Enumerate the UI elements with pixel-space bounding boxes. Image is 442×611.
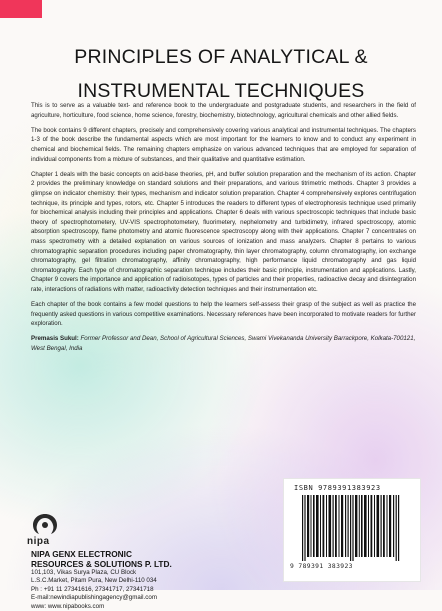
title-line-1: PRINCIPLES OF ANALYTICAL & [74,46,368,68]
publisher-email: E-mail:newindiapublishingagency@gmail.com [31,594,157,602]
barcode-bars [302,495,402,561]
blurb [31,101,416,354]
author-affiliation: Former Professor and Dean, School of Agricultural Sciences, Swami Vivekananda University Barrackpore, Kolkata-700121, West Bengal, India [31,335,416,353]
publisher-address-1: 101,103, Vikas Surya Plaza, CU Block [31,569,137,576]
publisher-block [31,549,271,611]
publisher-name-line-1: NIPA GENX ELECTRONIC [31,549,132,559]
title-line-2: INSTRUMENTAL TECHNIQUES [77,80,365,102]
publisher-phone: Ph : +91 11 27341616, 27341717, 27341718 [31,585,154,593]
barcode-digits: 9 789391 383923 [290,563,353,570]
publisher-name-line-2: RESOURCES & SOLUTIONS P. LTD. [31,559,172,569]
blurb-paragraph-1: This is to serve as a valuable text- and reference book to the undergraduate and postgraduate students, and researchers in the field of agriculture, horticulture, food science, home science, forestry, biochemistry, biotechnology, agricultural chemicals and other allied fields. [31,102,416,119]
publisher-address-2: L.S.C.Market, Pitam Pura, New Delhi-110 034 [31,577,157,585]
blurb-paragraph-3: Chapter 1 deals with the basic concepts on acid-base theories, pH, and buffer solution preparation and the mechanism of its action. Chapter 2 provides the preliminary knowledge on standard solutions and their preparations, and various titrimetric methods. Chapter 3 provides a glimpse on indicator chemistry: their types, mechanism and indicator solution preparation. Chapter 4 comprehensively explores centrifugation technique, its principle and types, rotors, etc. Chapter 5 introduces the readers to different types of electrophoresis technique used primarily for biochemical analysis including their principles and applications. Chapter 6 deals with various spectroscopic techniques that include basic theory of spectrophotometery, UV-VIS spectrophotometery, fluorimetery, nephelometry and turbidimetry, infrared spectroscopy, atomic absorption spectroscopy, flame photometry and atomic fluorescence spectroscopy along with their applications. Chapter 7 concentrates on mass spectrometry with a detailed explanation on various sources of ionization and mass analyzers. Chapter 8 pertains to various chromatographic separation procedures including paper chromatography, thin layer chromatography, column chromatography, ion exchange chromatography, gel filtration chromatography, affinity chromatography, high performance liquid chromatography and gas liquid chromatography. Each type of chromatographic separation technique includes their basic principle, instrumentation and applications. Lastly, Chapter 9 covers the importance and application of radioisotopes, types of particles and their properties, radioactive decay and disintegration rate, interactions of radiations with matter, radioactivity detection techniques and their instrumentation etc. [31,170,416,293]
book-title [20,40,422,108]
corner-color-tab [0,0,42,18]
publisher-website: www: www.nipabooks.com [31,602,105,610]
isbn-barcode [283,478,421,582]
nipa-logo-text: nipa [27,536,50,547]
isbn-label: ISBN 9789391383923 [294,484,381,492]
author-name: Premasis Sukul: [31,335,79,343]
blurb-paragraph-2: The book contains 9 different chapters, precisely and comprehensively covering various analytical and instrumental techniques. The chapters 1-3 of the book describe the fundamental aspects which are most important for the learners to know and to conduct any experiment in chemical and biochemical fields. The remaining chapters emphasize on various advanced techniques that are employed for separation of individual components from a mixture of substances, and their qualitative and quantitative estimation. [31,126,416,163]
author-credit [31,334,416,353]
blurb-paragraph-4: Each chapter of the book contains a few model questions to help the learners self-assess their grasp of the subject as well as practice the frequently asked questions in various competitive examinations. Necessary references have been incorporated to motivate readers for further exploration. [31,301,416,328]
